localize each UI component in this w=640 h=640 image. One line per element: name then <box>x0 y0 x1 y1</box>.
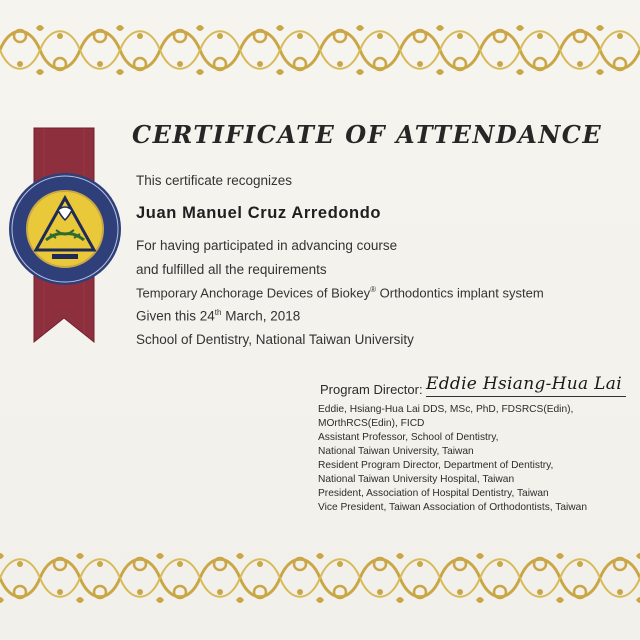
given-date-post: March, 2018 <box>221 308 301 324</box>
program-director-block <box>318 374 628 513</box>
certificate-title: CERTIFICATE OF ATTENDANCE <box>132 120 603 149</box>
given-date <box>136 308 300 324</box>
course-name-pre: Temporary Anchorage Devices of Biokey <box>136 285 371 301</box>
given-date-ordinal: th <box>214 308 222 317</box>
seal-emblem <box>6 170 124 288</box>
credential-line: Eddie, Hsiang-Hua Lai DDS, MSc, PhD, FDSRCS(Edin), <box>318 404 574 415</box>
director-signature: Eddie Hsiang-Hua Lai <box>426 374 622 394</box>
program-director-label: Program Director: <box>320 382 423 397</box>
recognizes-text: This certificate recognizes <box>136 173 293 188</box>
credential-line: Assistant Professor, School of Dentistry, <box>318 432 499 443</box>
gold-ornament-border-top <box>0 20 640 80</box>
body-line-1: For having participated in advancing course <box>136 238 398 253</box>
credential-line: National Taiwan University, Taiwan <box>318 446 474 457</box>
course-name-post: Orthodontics implant system <box>376 285 544 301</box>
recipient-name: Juan Manuel Cruz Arredondo <box>136 204 382 222</box>
registered-mark: ® <box>370 285 377 294</box>
course-name <box>136 285 544 300</box>
gold-ornament-border-bottom <box>0 548 640 608</box>
signature-line <box>426 396 626 397</box>
given-date-pre: Given this 24 <box>136 308 215 324</box>
school-name: School of Dentistry, National Taiwan University <box>136 332 414 347</box>
credential-line: MOrthRCS(Edin), FICD <box>318 418 425 429</box>
credential-line: Vice President, Taiwan Association of Orthodontists, Taiwan <box>318 502 587 513</box>
body-line-2: and fulfilled all the requirements <box>136 262 327 277</box>
credential-line: Resident Program Director, Department of Dentistry, <box>318 460 554 471</box>
credential-line: National Taiwan University Hospital, Taiwan <box>318 474 515 485</box>
credential-line: President, Association of Hospital Dentistry, Taiwan <box>318 488 549 499</box>
